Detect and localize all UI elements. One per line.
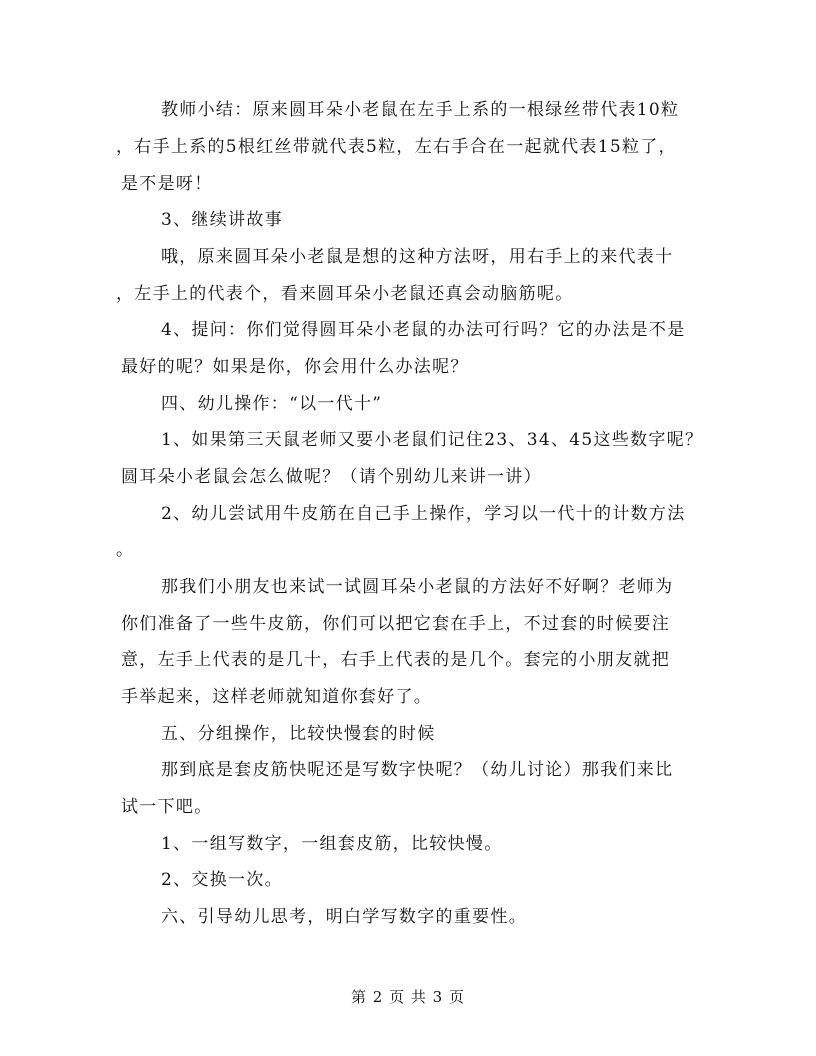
text-line: 你们准备了一些牛皮筋，你们可以把它套在手上，不过套的时候要注 xyxy=(121,614,670,634)
text-line: ，左手上的代表个，看来圆耳朵小老鼠还真会动脑筋呢。 xyxy=(116,284,574,304)
text-line: 试一下吧。 xyxy=(121,797,213,817)
text-line: 那我们小朋友也来试一试圆耳朵小老鼠的方法好不好啊？老师为 xyxy=(161,577,674,597)
section-heading: 五、分组操作，比较快慢套的时候 xyxy=(161,724,436,744)
text-line: 手举起来，这样老师就知道你套好了。 xyxy=(121,687,433,707)
text-line: ，右手上系的5根红丝带就代表5粒，左右手合在一起就代表15粒了， xyxy=(116,137,677,157)
text-line: 4、提问：你们觉得圆耳朵小老鼠的办法可行吗？它的办法是不是 xyxy=(161,320,686,340)
section-heading: 3、继续讲故事 xyxy=(161,210,283,230)
page-number-footer: 第 2 页 共 3 页 xyxy=(351,988,465,1006)
text-line: 最好的呢？如果是你，你会用什么办法呢？ xyxy=(121,357,469,377)
text-line: 那到底是套皮筋快呢还是写数字快呢？（幼儿讨论）那我们来比 xyxy=(161,760,674,780)
text-line: 意，左手上代表的是几十，右手上代表的是几个。套完的小朋友就把 xyxy=(121,650,670,670)
text-line: 。 xyxy=(116,540,135,560)
text-line: 教师小结：原来圆耳朵小老鼠在左手上系的一根绿丝带代表10粒 xyxy=(161,100,680,120)
section-heading: 六、引导幼儿思考，明白学写数字的重要性。 xyxy=(161,907,527,927)
text-line: 1、如果第三天鼠老师又要小老鼠们记住23、34、45这些数字呢？ xyxy=(161,430,704,450)
text-line: 2、交换一次。 xyxy=(161,870,283,890)
text-line: 1、一组写数字，一组套皮筋，比较快慢。 xyxy=(161,834,503,854)
section-heading: 四、幼儿操作：“以一代十” xyxy=(161,394,383,414)
text-line: 哦，原来圆耳朵小老鼠是想的这种方法呀，用右手上的来代表十 xyxy=(161,247,674,267)
text-line: 圆耳朵小老鼠会怎么做呢？（请个别幼儿来讲一讲） xyxy=(121,467,542,487)
text-line: 2、幼儿尝试用牛皮筋在自己手上操作，学习以一代十的计数方法 xyxy=(161,504,686,524)
text-line: 是不是呀！ xyxy=(121,174,213,194)
